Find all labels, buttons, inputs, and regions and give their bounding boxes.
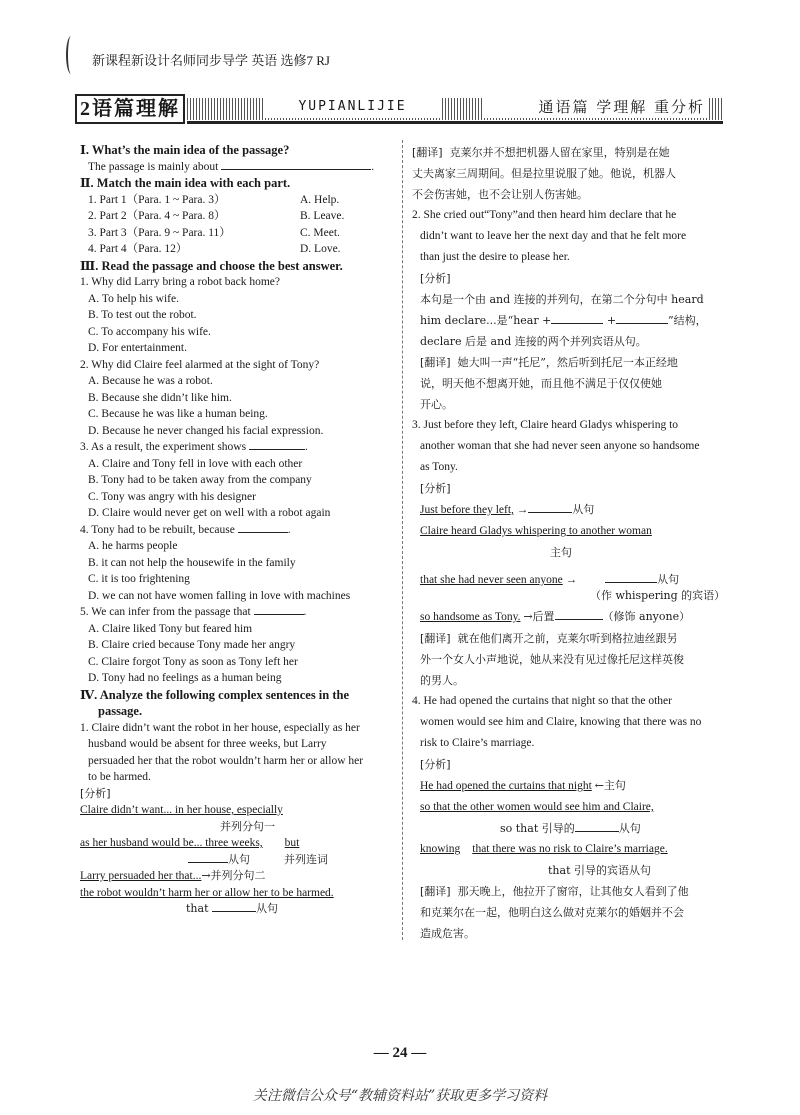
match-option: B. Leave.: [300, 210, 345, 222]
analysis-phrase: that she had never seen anyone: [420, 574, 563, 586]
section-pinyin: YUPIANLIJIE: [265, 96, 440, 118]
analysis-note-row: [80, 852, 390, 869]
translation-text: 就在他们离开之前，克莱尔听到格拉迪丝跟另: [457, 632, 678, 645]
right-column: [412, 142, 728, 944]
sentence-line: to be harmed.: [88, 771, 151, 783]
heading-choose: Ⅲ. Read the passage and choose the best answer.: [80, 258, 343, 273]
analysis-tag: [分析]: [420, 272, 451, 285]
section-title: 2语篇理解: [75, 94, 185, 124]
analysis-phrase: that there was no risk to Claire’s marriage.: [472, 843, 668, 855]
translation-tag: [翻译]: [420, 632, 451, 645]
answer-option: B. Tony had to be taken away from the company: [88, 474, 312, 486]
translation-line: 丈夫离家三周期间。但是拉里说服了她。他说，机器人: [412, 167, 676, 180]
sentence-line: husband would be absent for three weeks, but Larry: [88, 738, 327, 750]
answer-blank[interactable]: [238, 523, 288, 533]
analysis-note: →并列分句二: [201, 869, 266, 882]
answer-option: A. Claire liked Tony but feared him: [88, 622, 253, 635]
analysis-note: that 引导的宾语从句: [548, 864, 651, 877]
translation-line: 和克莱尔在一起，他明白这么做对克莱尔的婚姻并不会: [420, 906, 684, 919]
answer-option: D. For entertainment.: [88, 342, 188, 354]
fill-blank[interactable]: [616, 314, 668, 324]
sentence-line: didn’t want to leave her the next day and that he felt more: [420, 230, 687, 242]
translation-line: [412, 142, 728, 163]
analysis-note: 从句: [228, 852, 250, 866]
arrow: →: [565, 574, 578, 586]
match-option: D. Love.: [300, 243, 341, 255]
question-text: 3. As a result, the experiment shows: [80, 441, 247, 453]
answer-option: C. Because he was like a human being.: [88, 408, 268, 420]
translation-line: 外一个女人小声地说，她从来没有见过像托尼这样英俊: [420, 653, 684, 666]
translation-text: 那天晚上，他拉开了窗帘，让其他女人看到了他: [457, 885, 689, 898]
answer-option: D. Because he never changed his facial expression.: [88, 424, 324, 437]
analysis-note: 从句: [618, 822, 641, 835]
analysis-note: （修饰 anyone）: [602, 610, 691, 623]
analysis-text: +: [606, 314, 617, 327]
sentence-line: as Tony.: [420, 461, 458, 473]
answer-option: C. To accompany his wife.: [88, 325, 211, 338]
analysis-phrase: knowing: [420, 843, 461, 855]
analysis-note: so that 引导的: [500, 822, 575, 835]
match-option: A. Help.: [300, 193, 340, 206]
analysis-line: [412, 775, 728, 797]
translation-line: 造成危害。: [420, 927, 475, 940]
analysis-note: 主句: [550, 546, 572, 559]
answer-option: C. it is too frightening: [88, 573, 190, 585]
translation-tag: [翻译]: [420, 356, 451, 369]
sentence-line: 1. Claire didn’t want the robot in her house, especially as her: [80, 721, 360, 734]
analysis-phrase: but: [284, 837, 300, 849]
fill-blank[interactable]: [188, 853, 228, 863]
analysis-note-row: [412, 818, 728, 839]
answer-option: A. Claire and Tony fell in love with each other: [88, 457, 303, 470]
analysis-note: 从句: [572, 503, 595, 516]
answer-option: A. Because he was a robot.: [88, 375, 213, 387]
analysis-line: Claire heard Gladys whispering to another woman: [420, 525, 652, 537]
sentence-line: than just the desire to please her.: [420, 251, 570, 263]
sentence-line: persuaded her that the robot wouldn’t harm her or allow her: [88, 754, 364, 767]
analysis-line: so that the other women would see him and Claire,: [420, 801, 654, 813]
match-row: [80, 208, 390, 225]
answer-option: B. Claire cried because Tony made her angry: [88, 639, 296, 651]
question-stem: 2. Why did Claire feel alarmed at the sight of Tony?: [80, 358, 320, 371]
answer-option: B. Because she didn’t like him.: [88, 391, 232, 404]
analysis-note: 从句: [255, 902, 278, 915]
translation-line: 的男人。: [420, 674, 464, 687]
sentence-line: women would see him and Claire, knowing that there was no: [420, 716, 702, 728]
left-column: [80, 142, 390, 918]
translation-line: [412, 628, 728, 649]
analysis-line: Claire didn’t want... in her house, especially: [80, 804, 283, 816]
analysis-phrase: Just before they left,: [420, 504, 514, 516]
analysis-line: [80, 835, 390, 852]
sentence-line: 3. Just before they left, Claire heard Gladys whispering to: [412, 419, 679, 431]
fill-blank[interactable]: [555, 610, 603, 620]
translation-text: 克莱尔并不想把机器人留在家里，特别是在她: [449, 146, 670, 159]
match-option: C. Meet.: [300, 226, 340, 239]
analysis-line: [412, 839, 728, 860]
heading-main-idea: Ⅰ. What’s the main idea of the passage?: [80, 143, 290, 157]
section-subtitle: 通语篇 学理解 重分析: [483, 96, 709, 118]
answer-blank[interactable]: [254, 605, 304, 615]
analysis-text: him declare...是“hear +: [420, 314, 552, 327]
analysis-note: →后置: [523, 610, 555, 623]
analysis-line: [412, 310, 728, 331]
analysis-tag: [分析]: [420, 758, 451, 771]
sentence-line: 4. He had opened the curtains that night so that the other: [412, 695, 672, 707]
fill-blank[interactable]: [575, 822, 619, 832]
answer-option: A. To help his wife.: [88, 292, 179, 305]
footer-note: 关注微信公众号“教辅资料站”获取更多学习资料: [252, 1088, 548, 1104]
analysis-line: [412, 606, 728, 628]
answer-option: B. it can not help the housewife in the family: [88, 556, 296, 569]
answer-blank[interactable]: [249, 440, 305, 450]
analysis-text: ”结构，: [668, 314, 707, 327]
main-idea-line: The passage is mainly about .: [88, 160, 375, 173]
answer-option: C. Tony was angry with his designer: [88, 490, 256, 503]
match-row: [80, 241, 390, 258]
heading-analyze-cont: passage.: [98, 704, 143, 718]
question-text: 5. We can infer from the passage that: [80, 606, 251, 618]
match-part: 3. Part 3（Para. 9 ~ Para. 11）: [88, 226, 231, 239]
analysis-note: 并列分句一: [220, 819, 275, 833]
translation-line: 不会伤害她，也不会让别人伤害她。: [412, 188, 588, 201]
fill-blank[interactable]: [551, 314, 603, 324]
heading-analyze: Ⅳ. Analyze the following complex sentences in the: [80, 687, 350, 702]
answer-option: C. Claire forgot Tony as soon as Tony left her: [88, 655, 298, 668]
analysis-tag: [分析]: [420, 482, 451, 495]
match-part: 2. Part 2（Para. 4 ~ Para. 8）: [88, 210, 226, 222]
question-stem: 5. We can infer from the passage that .: [80, 606, 307, 618]
answer-option: D. Tony had no feelings as a human being: [88, 672, 282, 684]
question-stem: 4. Tony had to be rebuilt, because .: [80, 523, 291, 536]
sentence-line: another woman that she had never seen anyone so handsome: [420, 440, 700, 452]
answer-option: A. he harms people: [88, 540, 178, 552]
fill-blank[interactable]: [528, 503, 572, 513]
main-idea-blank[interactable]: [221, 160, 371, 170]
answer-option: D. Claire would never get on well with a robot again: [88, 507, 331, 519]
sentence-line: 2. She cried out“Tony”and then heard him declare that he: [412, 209, 677, 221]
header-bracket: [66, 36, 76, 74]
analysis-line: [80, 868, 390, 885]
fill-blank[interactable]: [212, 902, 256, 912]
answer-option: D. we can not have women falling in love with machines: [88, 589, 351, 602]
analysis-phrase: Larry persuaded her that...: [80, 870, 202, 882]
analysis-line: the robot wouldn’t harm her or allow her to be harmed.: [80, 886, 334, 899]
question-stem: 1. Why did Larry bring a robot back home?: [80, 276, 281, 288]
question-stem: 3. As a result, the experiment shows .: [80, 441, 308, 453]
match-row: [80, 225, 390, 242]
match-part: 1. Part 1（Para. 1 ~ Para. 3）: [88, 193, 226, 206]
sentence-line: risk to Claire’s marriage.: [420, 737, 535, 749]
analysis-note: that: [186, 902, 209, 915]
analysis-phrase: so handsome as Tony.: [420, 611, 521, 623]
match-part: 4. Part 4（Para. 12）: [88, 243, 188, 255]
translation-tag: [翻译]: [412, 146, 443, 159]
heading-match: Ⅱ. Match the main idea with each part.: [80, 176, 291, 190]
match-row: [80, 192, 390, 209]
translation-line: 开心。: [420, 398, 453, 411]
analysis-tag: [分析]: [80, 786, 111, 800]
banner-rule: [187, 121, 723, 124]
translation-line: [412, 352, 728, 373]
analysis-line: [412, 499, 728, 521]
running-header: 新课程新设计名师同步导学 英语 选修7 RJ: [92, 53, 330, 68]
page-number: — 24 —: [373, 1045, 427, 1061]
analysis-phrase: He had opened the curtains that night: [420, 780, 592, 792]
main-idea-label: The passage is mainly about: [88, 160, 219, 173]
translation-line: [412, 881, 728, 902]
arrow: →: [516, 504, 529, 516]
fill-blank[interactable]: [605, 573, 657, 583]
analysis-note-row: [80, 901, 390, 918]
translation-text: 她大叫一声“托尼”，然后听到托尼一本正经地: [457, 356, 678, 369]
analysis-note: 并列连词: [284, 852, 328, 866]
translation-line: 说，明天他不想离开她，而且他不满足于仅仅使她: [420, 377, 662, 390]
answer-option: B. To test out the robot.: [88, 309, 197, 321]
section-banner: [75, 94, 727, 126]
analysis-phrase: as her husband would be... three weeks,: [80, 837, 263, 849]
analysis-note: （作 whispering 的宾语）: [590, 589, 726, 602]
analysis-note: ←主句: [594, 779, 626, 792]
analysis-line: declare 后是 and 连接的两个并列宾语从句。: [420, 335, 647, 348]
analysis-line: 本句是一个由 and 连接的并列句，在第二个分句中 heard: [420, 293, 704, 306]
analysis-note: 从句: [657, 573, 680, 586]
column-divider: [402, 140, 403, 940]
question-text: 4. Tony had to be rebuilt, because: [80, 523, 235, 536]
translation-tag: [翻译]: [420, 885, 451, 898]
